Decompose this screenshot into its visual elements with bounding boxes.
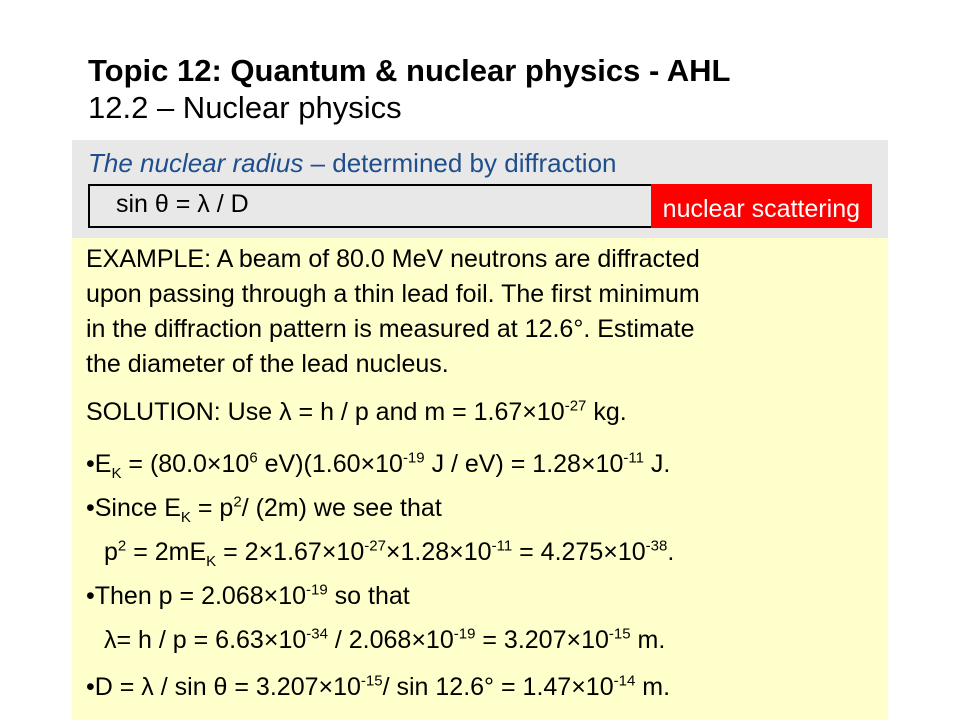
slide-title [88, 52, 731, 126]
text-run: = (80.0×10 [121, 450, 250, 478]
section-heading-rest: – determined by diffraction [303, 148, 617, 178]
exponent: -11 [623, 449, 644, 467]
text-run: •Then p = 2.068×10 [86, 582, 307, 610]
text-run: / sin 12.6° = 1.47×10 [382, 673, 614, 701]
momentum-squared-line [104, 537, 675, 570]
text-run: m. [635, 673, 671, 701]
text-run: kg. [586, 398, 627, 426]
exponent: -27 [564, 397, 587, 415]
example-line-3: in the diffraction pattern is measured at 12.6°. Estimate [86, 315, 695, 343]
title-line-1: Topic 12: Quantum & nuclear physics - AHL [88, 53, 731, 88]
exponent: -15 [360, 672, 383, 690]
exponent: -19 [453, 625, 476, 643]
text-run: •Since E [86, 494, 181, 522]
text-run: m. [630, 626, 666, 654]
exponent: -14 [613, 672, 636, 690]
text-run: ×1.28×10 [385, 538, 492, 566]
subscript: K [206, 553, 217, 570]
nuclear-scattering-badge: nuclear scattering [651, 184, 872, 228]
text-run: SOLUTION: Use λ = h / p and m = 1.67×10 [86, 398, 565, 426]
text-run: eV)(1.60×10 [257, 450, 403, 478]
diameter-line [86, 673, 670, 702]
example-line-4: the diameter of the lead nucleus. [86, 350, 449, 378]
example-line-1: EXAMPLE: A beam of 80.0 MeV neutrons are diffracted [86, 245, 700, 273]
text-run: λ= h / p = 6.63×10 [104, 626, 307, 654]
text-run: = p [190, 494, 234, 522]
exponent: -38 [645, 537, 668, 555]
text-run: = 3.207×10 [475, 626, 609, 654]
exponent: -19 [306, 581, 328, 599]
exponent: -27 [364, 537, 386, 555]
exponent: -34 [306, 625, 328, 643]
kinetic-energy-line [86, 449, 671, 482]
text-run: = 4.275×10 [512, 538, 646, 566]
text-run: p [104, 538, 118, 566]
exponent: -19 [402, 449, 425, 467]
text-run: •E [86, 450, 112, 478]
title-line-2: 12.2 – Nuclear physics [88, 90, 402, 125]
exponent: 6 [249, 449, 258, 467]
text-run: so that [327, 582, 410, 610]
text-run: . [667, 538, 675, 566]
section-heading-italic: The nuclear radius [88, 148, 304, 178]
formula-box [88, 184, 872, 228]
text-run: / (2m) we see that [241, 494, 442, 522]
subscript: K [111, 465, 122, 482]
text-run: / 2.068×10 [327, 626, 454, 654]
formula-text: sin θ = λ / D [116, 190, 249, 218]
text-run: = 2mE [126, 538, 207, 566]
exponent: 2 [117, 537, 127, 555]
text-run: J / eV) = 1.28×10 [424, 450, 624, 478]
solution-line-1 [86, 398, 627, 427]
subscript: K [180, 509, 191, 526]
wavelength-line [104, 626, 665, 655]
then-line [86, 582, 410, 611]
exponent: 2 [233, 493, 242, 511]
text-run: = 2×1.67×10 [216, 538, 365, 566]
text-run: •D = λ / sin θ = 3.207×10 [86, 673, 361, 701]
section-heading [88, 148, 617, 179]
example-line-2: upon passing through a thin lead foil. The first minimum [86, 280, 700, 308]
text-run: J. [643, 450, 671, 478]
since-line [86, 493, 442, 526]
exponent: -11 [491, 537, 513, 555]
exponent: -15 [608, 625, 631, 643]
